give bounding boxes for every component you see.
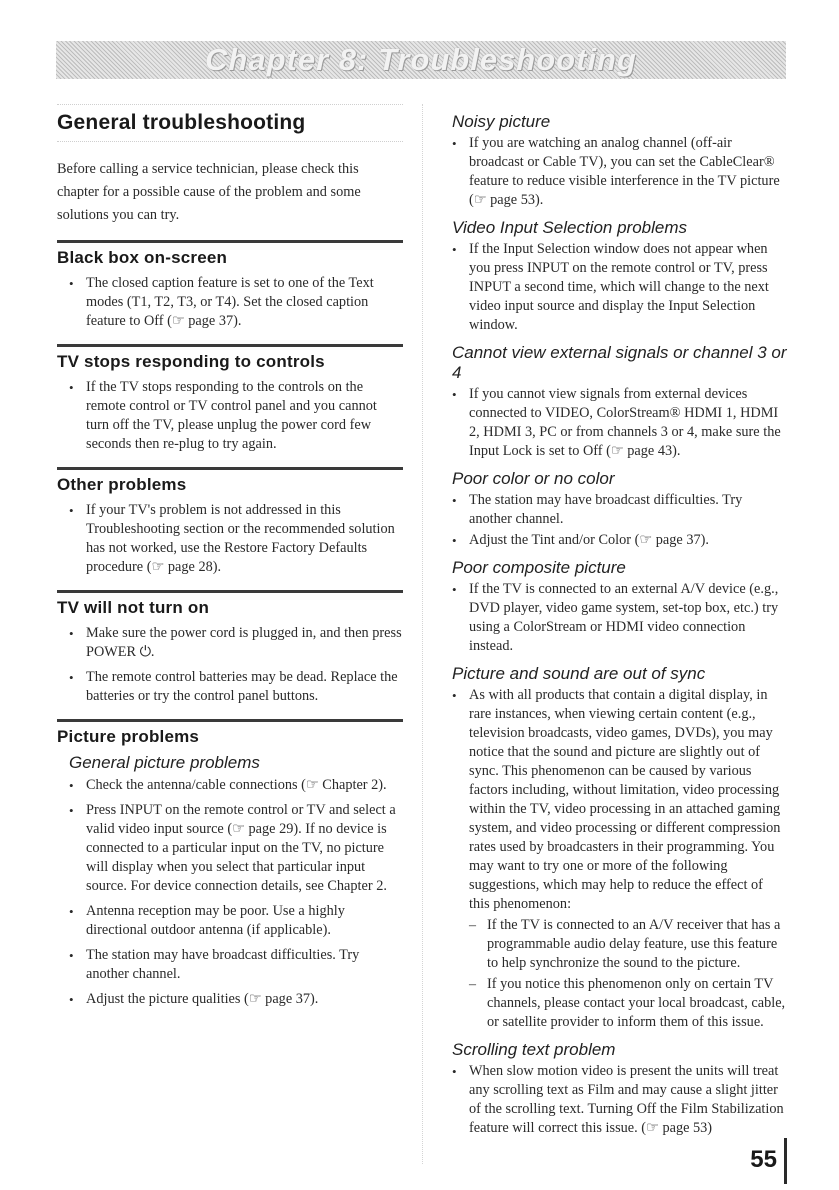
section-tv-stops-responding [57,344,403,454]
chapter-banner [56,41,786,79]
bullet-list [57,501,403,577]
list-item: • Make sure the power cord is plugged in, and then press POWER ⏻. [69,624,403,662]
list-item: • The closed caption feature is set to one of the Text modes (T1, T2, T3, or T4). Set the closed caption feature to Off (☞ page 37). [69,274,403,331]
bullet-list [452,385,787,461]
section-heading-general-troubleshooting: General troubleshooting [57,104,403,142]
section-other-problems [57,467,403,577]
bullet-list [452,240,787,335]
topic-heading: Noisy picture [452,112,551,131]
list-item: • If your TV's problem is not addressed in this Troubleshooting section or the recommended solution has not worked, use the Restore Factory Defaults procedure (☞ page 28). [69,501,403,577]
topic-heading: Picture and sound are out of sync [452,664,706,683]
dash-item: – If the TV is connected to an A/V receiver that has a programmable audio delay feature, use this feature to help synchronize the sound to the picture. [469,916,787,973]
subsection-heading: Other problems [57,475,187,494]
list-item: • When slow motion video is present the units will treat any scrolling text as Film and may cause a slight jitter of the scrolling text. Turning Off the Film Stabilization feature will correct this issue. (☞ page 53) [452,1062,787,1138]
subsection-heading: Black box on-screen [57,248,228,267]
section-tv-will-not-turn-on [57,590,403,706]
column-divider [422,104,423,1164]
chapter-title: Chapter 8: Troubleshooting [205,42,637,77]
topic-heading: Scrolling text problem [452,1040,616,1059]
bullet-list [57,624,403,706]
list-item: • If the TV stops responding to the controls on the remote control or TV control panel and you cannot turn off the TV, please unplug the power cord few seconds then re-plug to try again. [69,378,403,454]
bullet-list [452,1062,787,1138]
section-black-box [57,240,403,331]
bullet-list [452,134,787,210]
list-item: • If the TV is connected to an external A/V device (e.g., DVD player, video game system, set-top box, etc.) try using a ColorStream or HDMI video connection instead. [452,580,787,656]
topic-heading: Poor composite picture [452,558,626,577]
bullet-list [57,274,403,331]
list-item: • The remote control batteries may be dead. Replace the batteries or try the control panel buttons. [69,668,403,706]
list-item: • If you cannot view signals from external devices connected to VIDEO, ColorStream® HDMI 1, HDMI 2, HDMI 3, PC or from channels 3 or 4, make sure the Input Lock is set to Off (☞ page 43). [452,385,787,461]
subsection-heading: TV will not turn on [57,598,210,617]
list-item-text: As with all products that contain a digital display, in rare instances, when viewing certain content (e.g., television broadcasts, video games, DVDs), you may notice that the sound and picture are slightly out of sync. This phenomenon can be caused by various factors including, without limitation, video processing within the TV, video processing in an attached gaming system, and video processing or different compression rates used by broadcasters in their programming. You may want to try one or more of the following suggestions, which may help to reduce the effect of this phenomenon: [469,687,781,912]
page-number-bar [784,1138,787,1184]
topic-heading: Video Input Selection problems [452,218,688,237]
dash-list [469,916,787,1032]
dash-item: – If you notice this phenomenon only on certain TV channels, please contact your local broadcast, cable, or satellite provider to inform them of this issue. [469,975,787,1032]
list-item: • Antenna reception may be poor. Use a highly directional outdoor antenna (if applicable). [69,902,403,940]
page-number: 55 [750,1146,777,1173]
bullet-list [452,686,787,1032]
section-picture-problems [57,719,403,1009]
list-item: • Adjust the Tint and/or Color (☞ page 37). [452,531,787,550]
left-column [57,104,403,1015]
list-item: • Adjust the picture qualities (☞ page 37). [69,990,403,1009]
list-item: • Check the antenna/cable connections (☞ Chapter 2). [69,776,403,795]
right-column [452,112,787,1146]
list-item: • The station may have broadcast difficulties. Try another channel. [69,946,403,984]
bullet-list [57,776,403,1009]
subsection-heading: TV stops responding to controls [57,352,325,371]
list-item [452,686,787,1032]
topic-heading: Cannot view external signals or channel 3 or 4 [452,343,787,382]
bullet-list [57,378,403,454]
bullet-list [452,491,787,550]
topic-heading: General picture problems [69,753,260,772]
list-item: • If you are watching an analog channel (off-air broadcast or Cable TV), you can set the CableClear® feature to reduce visible interference in the TV picture (☞ page 53). [452,134,787,210]
subsection-heading: Picture problems [57,727,200,746]
list-item: • If the Input Selection window does not appear when you press INPUT on the remote control or TV, press INPUT a second time, which will change to the next video input source and display the Input Selection window. [452,240,787,335]
list-item: • Press INPUT on the remote control or TV and select a valid video input source (☞ page 29). If no device is connected to a particular input on the TV, no picture will display when you select that particular input source. For device connection details, see Chapter 2. [69,801,403,896]
topic-heading: Poor color or no color [452,469,615,488]
list-item: • The station may have broadcast difficulties. Try another channel. [452,491,787,529]
intro-paragraph: Before calling a service technician, please check this chapter for a possible cause of the problem and some solutions you can try. [57,161,361,223]
bullet-list [452,580,787,656]
